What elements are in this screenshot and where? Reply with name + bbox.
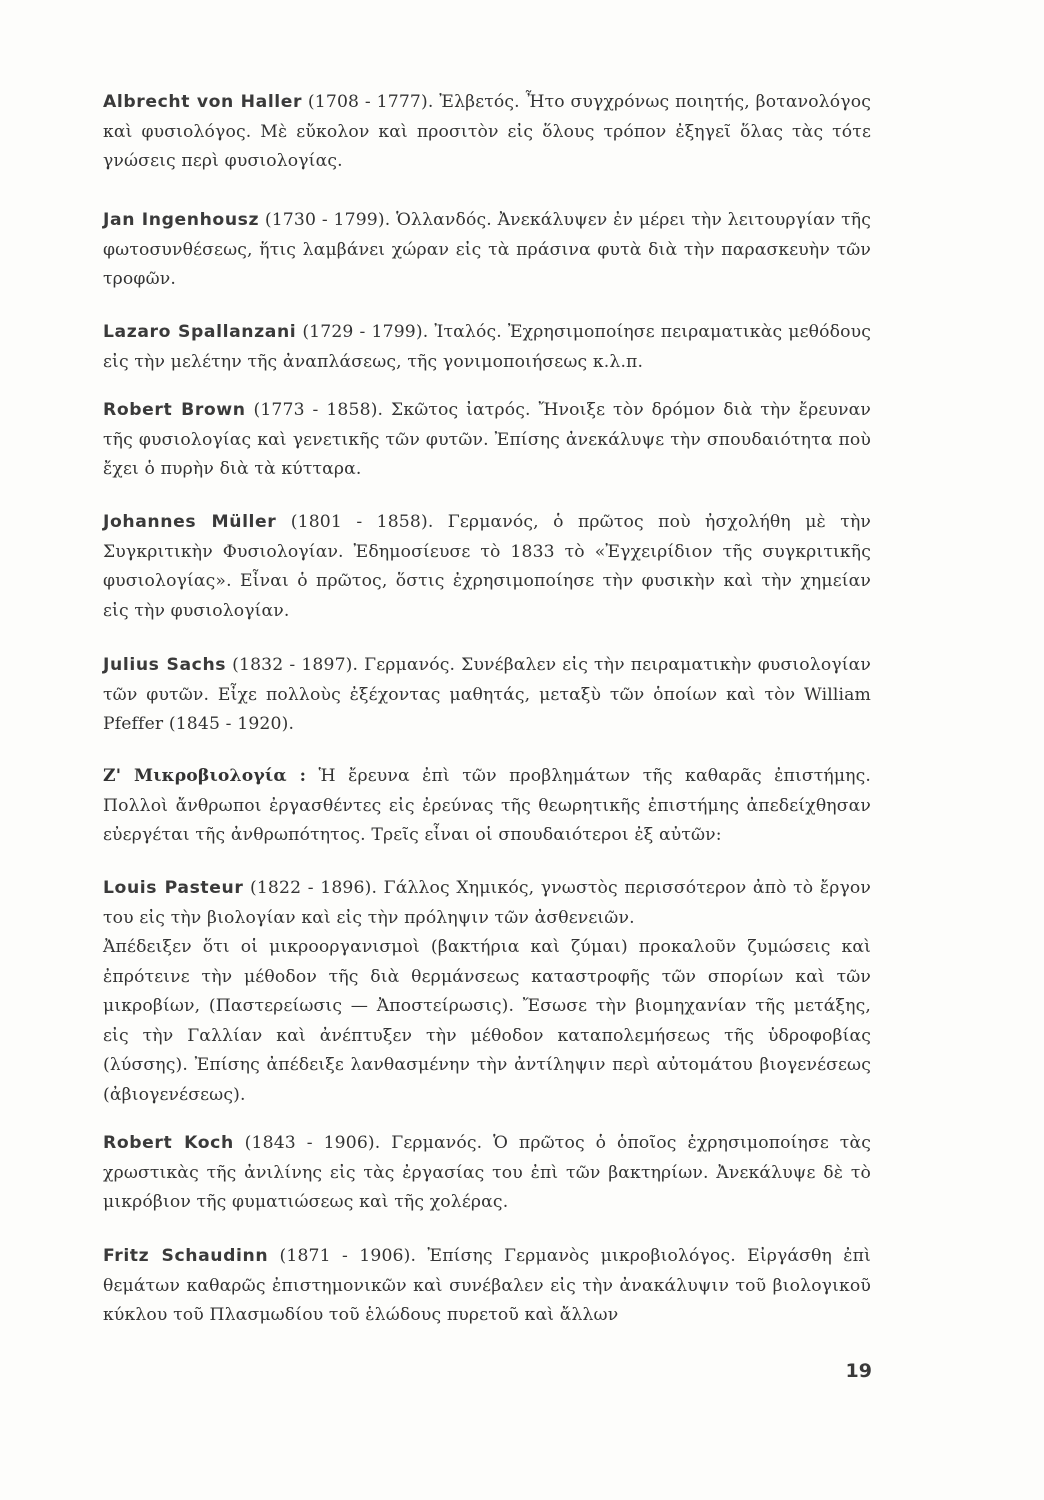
entry-name: Robert Koch — [103, 1133, 234, 1153]
entry-name: Fritz Schaudinn — [103, 1246, 269, 1266]
section-title: Ζ' Μικροβιολογία : — [103, 766, 307, 786]
entry-name: Julius Sachs — [103, 655, 227, 675]
section-text: Ἡ ἔρευνα ἐπὶ τῶν προβλημάτων τῆς καθαρᾶς ἐπιστήμης. Πολλοὶ ἄνθρωποι ἐργασθέντες εἰς ἐρεύνας τῆς θεωρητικῆς ἐπιστήμης ἀπεδείχθησαν εὐεργέται τῆς ἀνθρωπότητος. Τρεῖς εἶναι οἱ σπουδαιότεροι ἐξ αὐτῶν: — [103, 766, 872, 845]
entry-name: Louis Pasteur — [103, 878, 244, 898]
entry-text: (1729 - 1799). Ἰταλός. Ἐχρησιμοποίησε πειραματικὰς μεθόδους εἰς τὴν μελέτην τῆς ἀναπλάσεως, τῆς γονιμοποιήσεως κ.λ.π. — [103, 322, 872, 372]
entry-text: (1773 - 1858). Σκῶτος ἰατρός. Ἤνοιξε τὸν δρόμον διὰ τὴν ἔρευναν τῆς φυσιολογίας καὶ γενετικῆς τῶν φυτῶν. Ἐπίσης ἀνεκάλυψε τὴν σπουδαιότητα ποὺ ἔχει ὁ πυρὴν διὰ τὰ κύτταρα. — [103, 400, 871, 479]
entry-text: (1843 - 1906). Γερμανός. Ὁ πρῶτος ὁ ὁποῖος ἐχρησιμοποίησε τὰς χρωστικὰς τῆς ἀνιλίνης εἰς τὰς ἐργασίας του ἐπὶ τῶν βακτηρίων. Ἀνεκάλυψε δὲ τὸ μικρόβιον τῆς φυματιώσεως καὶ τῆς χολέρας. — [103, 1133, 871, 1212]
entry-name: Johannes Müller — [103, 512, 277, 532]
entry-muller — [103, 508, 871, 626]
entry-text: (1822 - 1896). Γάλλος Χημικός, γνωστὸς περισσότερον ἀπὸ τὸ ἔργον του εἰς τὴν βιολογίαν καὶ εἰς τὴν πρόληψιν τῶν ἀσθενειῶν. — [103, 878, 871, 928]
entry-pasteur — [103, 874, 871, 1110]
entry-text: (1832 - 1897). Γερμανός. Συνέβαλεν εἰς τὴν πειραματικὴν φυσιολογίαν τῶν φυτῶν. Εἶχε πολλοὺς ἐξέχοντας μαθητάς, μεταξὺ τῶν ὁποίων καὶ τὸν William Pfeffer (1845 - 1920). — [103, 655, 871, 734]
entry-text: (1801 - 1858). Γερμανός, ὁ πρῶτος ποὺ ἠσχολήθη μὲ τὴν Συγκριτικὴν Φυσιολογίαν. Ἐδημοσίευσε τὸ 1833 τὸ «Ἐγχειρίδιον τῆς συγκριτικῆς φυσιολογίας». Εἶναι ὁ πρῶτος, ὅστις ἐχρησιμοποίησε τὴν φυσικὴν καὶ τὴν χημείαν εἰς τὴν φυσιολογίαν. — [103, 512, 871, 621]
entry-name: Jan Ingenhousz — [103, 210, 260, 230]
page-number: 19 — [845, 1360, 872, 1382]
entry-name: Albrecht von Haller — [103, 92, 303, 112]
entry-schaudinn — [103, 1242, 871, 1331]
entry-text-continued: Ἀπέδειξεν ὅτι οἱ μικροοργανισμοὶ (βακτήρια καὶ ζύμαι) προκαλοῦν ζυμώσεις καὶ ἐπρότεινε τὴν μέθοδον τῆς διὰ θερμάνσεως καταστροφῆς τῶν σπορίων καὶ τῶν μικροβίων, (Παστερείωσις — Ἀποστείρωσις). Ἔσωσε τὴν βιομηχανίαν τῆς μετάξης, εἰς τὴν Γαλλίαν καὶ ἀνέπτυξεν τὴν μέθοδον καταπολεμήσεως τῆς ὑδροφοβίας (λύσσης). Ἐπίσης ἀπέδειξε λανθασμένην τὴν ἀντίληψιν περὶ αὐτομάτου βιογενέσεως (ἀβιογενέσεως). — [103, 937, 871, 1105]
entry-spallanzani — [103, 318, 871, 377]
section-microbiology — [103, 762, 871, 851]
entry-name: Robert Brown — [103, 400, 246, 420]
entry-brown — [103, 396, 871, 485]
entry-name: Lazaro Spallanzani — [103, 322, 297, 342]
entry-text: (1730 - 1799). Ὁλλανδός. Ἀνεκάλυψεν ἐν μέρει τὴν λειτουργίαν τῆς φωτοσυνθέσεως, ἥτις λαμβάνει χώραν εἰς τὰ πράσινα φυτὰ διὰ τὴν παρασκευὴν τῶν τροφῶν. — [103, 210, 871, 289]
entry-haller — [103, 88, 871, 177]
entry-text: (1871 - 1906). Ἐπίσης Γερμανὸς μικροβιολόγος. Εἰργάσθη ἐπὶ θεμάτων καθαρῶς ἐπιστημονικῶν καὶ συνέβαλεν εἰς τὴν ἀνακάλυψιν τοῦ βιολογικοῦ κύκλου τοῦ Πλασμωδίου τοῦ ἑλώδους πυρετοῦ καὶ ἄλλων — [103, 1246, 871, 1325]
entry-sachs — [103, 651, 871, 740]
entry-ingenhousz — [103, 206, 871, 295]
entry-koch — [103, 1129, 871, 1218]
entry-text: (1708 - 1777). Ἐλβετός. Ἦτο συγχρόνως ποιητής, βοτανολόγος καὶ φυσιολόγος. Μὲ εὔκολον καὶ προσιτὸν εἰς ὅλους τρόπον ἐξηγεῖ ὅλας τὰς τότε γνώσεις περὶ φυσιολογίας. — [103, 92, 871, 171]
